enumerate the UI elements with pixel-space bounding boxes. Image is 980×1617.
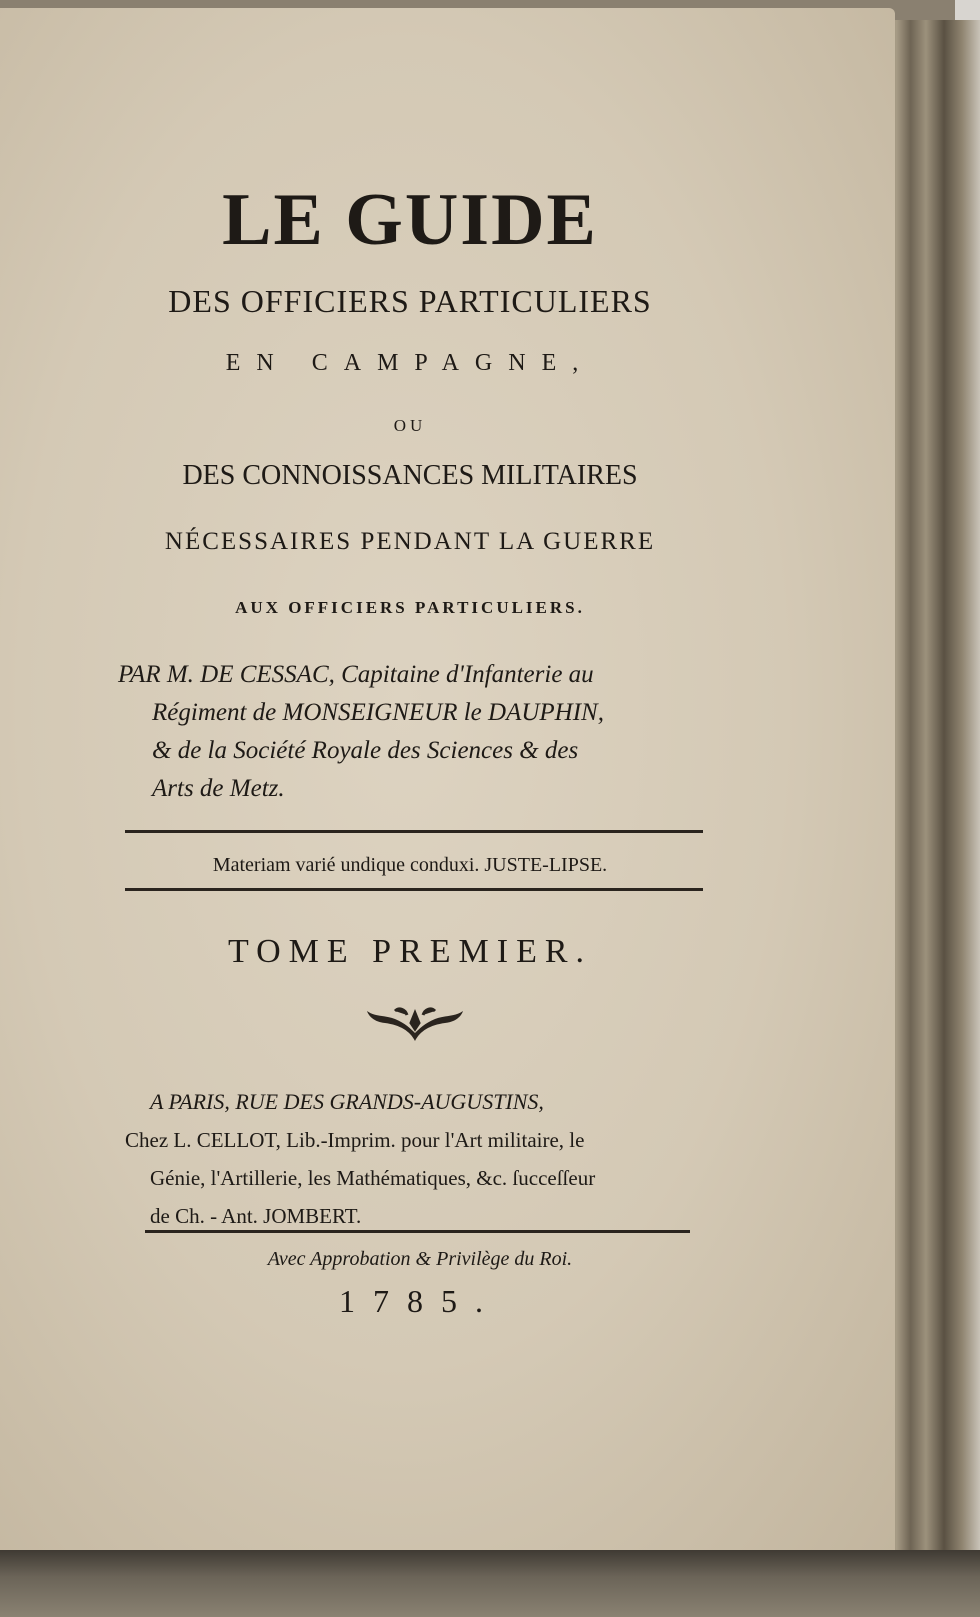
fleuron-ornament-icon bbox=[365, 1003, 465, 1043]
subtitle-line: DES OFFICIERS PARTICULIERS bbox=[168, 283, 652, 319]
divider bbox=[145, 1230, 690, 1233]
divider bbox=[125, 830, 703, 833]
motto: Materiam varié undique conduxi. JUSTE-LIPSE. bbox=[212, 854, 608, 876]
subtitle-line: NÉCESSAIRES PENDANT LA GUERRE bbox=[164, 528, 656, 555]
subtitle-line: EN CAMPAGNE, bbox=[225, 350, 595, 376]
author-line: Régiment de MONSEIGNEUR le DAUPHIN, bbox=[152, 699, 604, 726]
imprint-line: A PARIS, RUE DES GRANDS-AUGUSTINS, bbox=[150, 1089, 544, 1114]
author-block bbox=[118, 656, 718, 808]
title-page bbox=[0, 8, 895, 1553]
imprint-line: Chez L. CELLOT, Lib.-Imprim. pour l'Art militaire, le bbox=[125, 1128, 585, 1152]
book-title: LE GUIDE bbox=[222, 179, 598, 261]
subtitle-line: DES CONNOISSANCES MILITAIRES bbox=[182, 460, 638, 491]
subtitle-line: AUX OFFICIERS PARTICULIERS. bbox=[235, 598, 585, 617]
subtitle-line: OU bbox=[393, 416, 427, 435]
approbation: Avec Approbation & Privilège du Roi. bbox=[267, 1248, 573, 1270]
divider bbox=[125, 888, 703, 891]
volume-label: TOME PREMIER. bbox=[227, 933, 593, 970]
imprint-block bbox=[125, 1083, 725, 1235]
imprint-line: de Ch. - Ant. JOMBERT. bbox=[150, 1204, 362, 1228]
author-line: Arts de Metz. bbox=[152, 775, 285, 802]
imprint-line: Génie, l'Artillerie, les Mathématiques, &c. ſucceſſeur bbox=[150, 1166, 596, 1190]
author-line: PAR M. DE CESSAC, Capitaine d'Infanterie au bbox=[118, 661, 594, 688]
publication-year: 1785. bbox=[339, 1283, 501, 1319]
author-line: & de la Société Royale des Sciences & des bbox=[152, 737, 579, 764]
table-surface bbox=[0, 1550, 980, 1617]
